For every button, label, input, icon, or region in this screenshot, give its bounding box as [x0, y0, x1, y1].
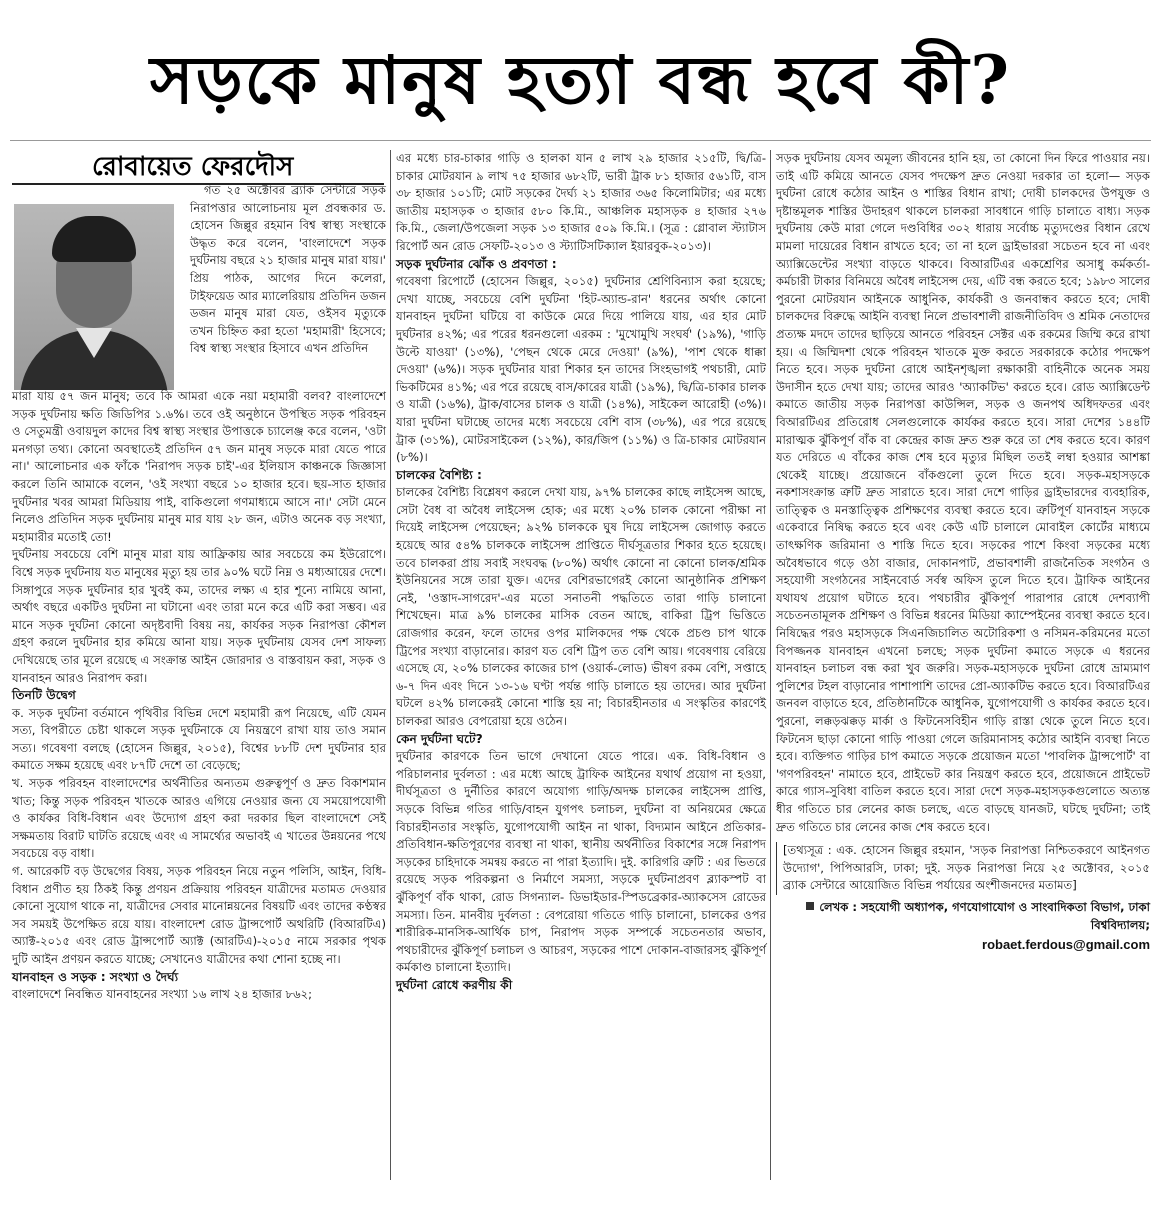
- paragraph: চালকের বৈশিষ্ট্য বিশ্লেষণ করলে দেখা যায়, ৯৭% চালকের কাছে লাইসেন্স আছে, সেটা বৈধ বা অবৈধ লাইসেন্স হোক; এর মধ্যে ২০% চালক কোনো পরীক্ষা না দিয়েই লাইসেন্স পেয়েছেন; ৯২% চালককে ঘুষ দিয়ে লাইসেন্স জোগাড় করতে হয়েছে আর ৫৪% চালককে লাইসেন্স প্রাপ্তিতে দীর্ঘসূত্রতার শিকার হতে হয়েছে। তবে চালকরা প্রায় সবাই সংঘবদ্ধ (৮০%) অর্থাৎ কোনো না কোনো চালক/শ্রমিক ইউনিয়নের সঙ্গে তারা যুক্ত। এদের বেশিরভাগেরই কোনো আনুষ্ঠানিক প্রশিক্ষণ নেই, 'ওস্তাদ-সাগরেদ'-এর মতো সনাতনী পদ্ধতিতে তারা গাড়ি চালানো শিখেছেন। মাত্র ৯% চালকের মাসিক বেতন আছে, বাকিরা ট্রিপ ভিত্তিতে রোজগার করেন, ফলে তাদের ওপর মালিকদের পক্ষ থেকে প্রচণ্ড চাপ থাকে ট্রিপের সংখ্যা বাড়ানোর। কারণ যত বেশি ট্রিপ তত বেশি আয়। গবেষণায় বেরিয়ে এসেছে যে, ২০% চালকের কাজের চাপ (ওয়ার্ক-লোড) ভীষণ রকম বেশি, সপ্তাহে ৬-৭ দিন এবং দিনে ১৩-১৬ ঘণ্টা পর্যন্ত গাড়ি চালাতে হয় তাদের। আর দুর্ঘটনা ঘটলে ৪২% চালকেরই কোনো শাস্তি হয় না; বিচারহীনতার এ সংস্কৃতির কারণেই চালকরা আরও বেপরোয়া হয়ে ওঠেন।: [396, 485, 766, 728]
- article-column-2: [396, 150, 766, 995]
- paragraph: বাংলাদেশে নিবন্ধিত যানবাহনের সংখ্যা ১৬ লাখ ২৪ হাজার ৮৬২;: [12, 987, 313, 1002]
- paragraph: গবেষণা রিপোর্টে (হোসেন জিল্লুর, ২০১৫) দুর্ঘটনার শ্রেণিবিন্যাস করা হয়েছে; দেখা যাচ্ছে, সবচেয়ে বেশি দুর্ঘটনা 'হিট-অ্যান্ড-রান' ধরনের অর্থাৎ কোনো যানবাহন দুর্ঘটনা ঘটিয়ে বা কাউকে মেরে দিয়ে পালিয়ে যায়, এর হার মোট দুর্ঘটনার ৪২%; এর পরের ধরনগুলো এরকম : 'মুখোমুখি সংঘর্ষ' (১৯%), 'গাড়ি উল্টে যাওয়া' (১৩%), 'পেছন থেকে মেরে দেওয়া' (৯%), 'পাশ থেকে ধাক্কা দেওয়া' (৬%)। সড়ক দুর্ঘটনার যারা শিকার হন তাদের সিংহভাগই পথচারী, মোট ভিকটিমের ৪১%; এর পরে রয়েছে বাস/কারের যাত্রী (১৯%), দ্বি/ত্রি-চাকার চালক ও যাত্রী (১৬%), ট্রাক/বাসের চালক ও যাত্রী (১৪%), সাইকেল আরোহী (৩%)। যারা দুর্ঘটনা ঘটাচ্ছে তাদের মধ্যে সবচেয়ে বেশি বাস (৩৮%), এর পরে রয়েছে ট্রাক (৩১%), মোটরসাইকেল (১২%), কার/জিপ (১১%) ও ত্রি-চাকার মোটরযান (৮%)।: [396, 274, 766, 465]
- intro-paragraph: গত ২৫ অক্টোবর ব্র্যাক সেন্টারে সড়ক নিরাপত্তার আলোচনায় মূল প্রবন্ধকার ড. হোসেন জিল্লুর রহমান বিশ্ব স্বাস্থ্য সংস্থাকে উদ্ধৃত করে বলেন, 'বাংলাদেশে সড়ক দুর্ঘটনায় বছরে ২১ হাজার মানুষ মারা যায়।' প্রিয় পাঠক, আগের দিনে কলেরা, টাইফয়েড আর ম্যালেরিয়ায় প্রতিদিন ডজন ডজন মানুষ মারা যেত, ওইসব মৃত্যুকে তখন চিহ্নিত করা হতো 'মহামারী' হিসেবে; বিশ্ব স্বাস্থ্য সংস্থার হিসাবে এখন প্রতিদিন: [190, 183, 386, 356]
- bullet-square-icon: [806, 902, 814, 910]
- section-heading: কেন দুর্ঘটনা ঘটে?: [396, 731, 483, 746]
- column-divider-2: [770, 150, 771, 1180]
- paragraph: ক. সড়ক দুর্ঘটনা বর্তমানে পৃথিবীর বিভিন্ন দেশে মহামারী রূপ নিয়েছে, এটি যেমন সত্য, বিপরীতে চেষ্টা থাকলে সড়ক দুর্ঘটনাকে যে নিয়ন্ত্রণে রাখা যায় তাও সমান সত্য। গবেষণা বলছে (হোসেন জিল্লুর, ২০১৫), বিশ্বের ৮৮টি দেশ দুর্ঘটনার হার কমাতে সক্ষম হয়েছে এবং ৮৭টি দেশে তা বেড়েছে;: [12, 705, 386, 773]
- author-credit-text: লেখক : সহযোগী অধ্যাপক, গণযোগাযোগ ও সাংবাদিকতা বিভাগ, ঢাকা বিশ্ববিদ্যালয়;: [819, 899, 1150, 932]
- paragraph: সড়ক দুর্ঘটনায় যেসব অমূল্য জীবনের হানি হয়, তা কোনো দিন ফিরে পাওয়ার নয়। তাই এটি কমিয়ে আনতে যেসব পদক্ষেপ দ্রুত নেওয়া দরকার তা হলো— সড়ক দুর্ঘটনা রোধে কঠোর আইন ও শাস্তির বিধান রাখা; দোষী চালকদের উপযুক্ত ও দৃষ্টান্তমূলক শাস্তির উদাহরণ থাকলে চালকরা সাবধানে গাড়ি চালাতে বাধ্য। সড়ক দুর্ঘটনায় কেউ মারা গেলে দণ্ডবিধির ৩০২ ধারায় সর্বোচ্চ মৃত্যুদণ্ডের বিধান রেখে মামলা দায়েরের বিধান রাখতে হবে; তা না হলে ড্রাইভাররা সচেতন হবে না এবং অ্যাক্সিডেন্টের সংখ্যা বাড়তে থাকবে। বিআরটিএর একশ্রেণির অসাধু কর্মকর্তা-কর্মচারী টাকার বিনিময়ে অবৈধ লাইসেন্স দেয়, এটি বন্ধ করতে হবে; ১৯৮৩ সালের পুরনো মোটরযান আইনকে আধুনিক, কার্যকরী ও জনবান্ধব করতে হবে; দোষী চালকদের বিরুদ্ধে আইনি ব্যবস্থা নিলে প্রভাবশালী রাজনীতিবিদ ও শ্রমিক নেতাদের প্রত্যক্ষ মদদে তাদের ছাড়িয়ে আনতে পরিবহন সেক্টর এক রকমের জিম্মি করে রাখা হয়। এ জিম্মিদশা থেকে পরিবহন খাতকে মুক্ত করতে সরকারকে কঠোর পদক্ষেপ নিতে হবে। সড়ক দুর্ঘটনা রোধে আইনশৃঙ্খলা রক্ষাকারী বাহিনীকে অনেক সময় উদাসীন হতে দেখা যায়; তাদের আরও 'অ্যাকটিভ' করতে হবে। রোড অ্যাক্সিডেন্ট কমাতে জাতীয় সড়ক নিরাপত্তা কাউন্সিল, সড়ক ও জনপথ অধিদফতর এবং বিআরটিএর প্রতিরোধ সেলগুলোকে কার্যকর করতে হবে। সারা দেশের ১৪৪টি মারাত্মক ঝুঁকিপূর্ণ বাঁক বা কেন্দ্রের কাজ দ্রুত শুরু করে তা শেষ করতে হবে। কারণ যত দেরিতে এ বাঁকের কাজ শেষ হবে মৃত্যুর মিছিল ততই লম্বা হওয়ার আশঙ্কা থেকেই যাচ্ছে। প্রয়োজনে বাঁকগুলো তুলে দিতে হবে। সড়ক-মহাসড়কে নকশাসংক্রান্ত ত্রুটি দ্রুত সারাতে হবে। সারা দেশে গাড়ির ড্রাইভারদের ব্যবহারিক, তাত্ত্বিক ও মনস্তাত্ত্বিক প্রশিক্ষণের ব্যবস্থা করতে হবে। ত্রুটিপূর্ণ যানবাহন সড়কে একেবারে নিষিদ্ধ করতে হবে এবং কেউ এটি চালালে মোবাইল কোর্টের মাধ্যমে তাৎক্ষণিক জরিমানা ও শাস্তি দিতে হবে। সড়কের পাশে কিংবা সড়কের মধ্যে অবৈধভাবে গড়ে ওঠা বাজার, দোকানপাট, প্রভাবশালী রাজনৈতিক সংগঠন ও সহযোগী সংগঠনের সাইনবোর্ড সর্বস্ব অফিস তুলে দিতে হবে। ট্রাফিক আইনের যথাযথ প্রয়োগ ঘটাতে হবে। পথচারীর ঝুঁকিপূর্ণ পারাপার রোধে দেশব্যাপী সচেতনতামূলক প্রশিক্ষণ ও বিভিন্ন ধরনের মিডিয়া ক্যাম্পেইনের ব্যবস্থা করতে হবে। নিষিদ্ধের পরও মহাসড়কে সিএনজিচালিত অটোরিকশা ও নসিমন-করিমনের মতো বিপজ্জনক যানবাহন এখনো চলছে; সড়ক দুর্ঘটনা কমাতে সড়কে এ ধরনের যানবাহন চলাচল বন্ধ করা খুব জরুরি। সড়ক-মহাসড়কে দুর্ঘটনা রোধে ভ্রাম্যমাণ পুলিশের টহল বাড়ানোর পাশাপাশি তাদের প্রো-অ্যাকটিভ করতে হবে। বিআরটিএর জনবল বাড়াতে হবে, প্রতিষ্ঠানটিকে আধুনিক, যুগোপযোগী ও কার্যকর করতে হবে। পুরনো, লক্কড়ঝক্কড় মার্কা ও ফিটনেসবিহীন গাড়ি রাস্তা থেকে তুলে নিতে হবে। ফিটনেস ছাড়া কোনো গাড়ি পাওয়া গেলে জরিমানাসহ কঠোর আইনি ব্যবস্থা নিতে হবে। ব্যক্তিগত গাড়ির চাপ কমাতে সড়কে প্রয়োজন মতো 'পাবলিক ট্রান্সপোর্ট' বা 'গণপরিবহন' নামাতে হবে, প্রাইভেট কার নিয়ন্ত্রণ করতে হবে, প্রয়োজনে প্রাইভেট কারে গ্যাস-সুবিধা বাতিল করতে হবে। সারা দেশে সড়ক-মহাসড়কগুলোতে অত্যন্ত ধীর গতিতে চার লেনের কাজ চলছে, এতে বাড়ছে যানজট, ঘটছে দুর্ঘটনা; তাই দ্রুত গতিতে চার লেনের কাজ শেষ করতে হবে।: [776, 151, 1150, 834]
- paragraph: এর মধ্যে চার-চাকার গাড়ি ও হালকা যান ৫ লাখ ২৯ হাজার ২১৫টি, দ্বি/ত্রি-চাকার মোটরযান ৯ লাখ ৭৫ হাজার ৬৮২টি, ভারী ট্রাক ৮১ হাজার ৫৬১টি, বাস ৩৮ হাজার ১০১টি; মোট সড়কের দৈর্ঘ্য ২১ হাজার ৩৬৫ কিলোমিটার; এর মধ্যে জাতীয় মহাসড়ক ৩ হাজার ৫৮০ কি.মি., আঞ্চলিক মহাসড়ক ৪ হাজার ২৭৬ কি.মি., জেলা/উপজেলা সড়ক ১৩ হাজার ৫০৯ কি.মি.। (সূত্র : গ্লোবাল স্ট্যাটাস রিপোর্ট অন রোড সেফটি-২০১৩ ও স্ট্যাটিসটিক্যাল ইয়ারবুক-২০১৩)।: [396, 151, 767, 253]
- headline: সড়কে মানুষ হত্যা বন্ধ হবে কী?: [150, 41, 1011, 119]
- paragraph: দুর্ঘটনার কারণকে তিন ভাগে দেখানো যেতে পারে। এক. বিধি-বিধান ও পরিচালনার দুর্বলতা : এর মধ্যে আছে ট্রাফিক আইনের যথার্থ প্রয়োগ না হওয়া, দীর্ঘসূত্রতা ও দুর্নীতির কারণে অযোগ্য গাড়ি/অদক্ষ চালকের লাইসেন্স প্রাপ্তি, সড়কে বিভিন্ন গতির গাড়ি/বাহন যুগপৎ চলাচল, দুর্ঘটনা বা অনিয়মের ক্ষেত্রে বিচারহীনতার সংস্কৃতি, যুগোপযোগী আইন না থাকা, বিদ্যমান আইনে প্রতিকার-প্রতিবিধান-ক্ষতিপূরণের ব্যবস্থা না থাকা, স্থানীয় অর্থনীতির বিকাশের সঙ্গে নিরাপদ সড়কের চাহিদাকে সমন্বয় করতে না পারা ইত্যাদি। দুই. কারিগরি ত্রুটি : এর ভিতরে রয়েছে সড়ক পরিকল্পনা ও নির্মাণে সমস্যা, সড়কে দুর্ঘটনাপ্রবণ ব্ল্যাকস্পট বা ঝুঁকিপূর্ণ বাঁক থাকা, রোড সিগন্যাল- ডিভাইডার-স্পিডব্রেকার-অ্যাকসেস রোডের সমস্যা। তিন. মানবীয় দুর্বলতা : বেপরোয়া গতিতে গাড়ি চালানো, চালকের ওপর শারীরিক-মানসিক-আর্থিক চাপ, নিরাপদ সড়ক সম্পর্কে সচেতনতার অভাব, পথচারীদের ঝুঁকিপূর্ণ চলাচল ও আচরণ, সড়কের পাশে দোকান-বাজারসহ ঝুঁকিপূর্ণ কর্মকাণ্ড চালানো ইত্যাদি।: [396, 749, 766, 975]
- author-credit: [776, 899, 1150, 934]
- article-column-3: [776, 150, 1150, 954]
- intro-column: [190, 182, 386, 358]
- paragraph: দুর্ঘটনায় সবচেয়ে বেশি মানুষ মারা যায় আফ্রিকায় আর সবচেয়ে কম ইউরোপে। বিশ্বে সড়ক দুর্ঘটনায় যত মানুষের মৃত্যু হয় তার ৯০% ঘটে নিম্ন ও মধ্যআয়ের দেশে। সিঙ্গাপুরে সড়ক দুর্ঘটনার হার খুবই কম, তাদের লক্ষ্য এ হার শূন্যে নামিয়ে আনা, অর্থাৎ বছরে একটিও দুর্ঘটনা না ঘটানো এবং তারা মনে করে এটি করা সম্ভব। এর মানে সড়ক দুর্ঘটনা কোনো অদৃষ্টবাদী বিষয় নয়, কার্যকর সড়ক নিরাপত্তা কৌশল গ্রহণ করলে দুর্ঘটনার হার কমিয়ে আনা যায়। সড়ক দুর্ঘটনায় যেসব দেশ সাফল্য দেখিয়েছে তার মূলে রয়েছে এ সংক্রান্ত আইন জোরদার ও বাস্তবায়ন করা, সড়ক ও যানবাহন আরও নিরাপদ করা।: [12, 547, 386, 685]
- column-divider-1: [390, 150, 391, 1180]
- section-heading: সড়ক দুর্ঘটনার ঝোঁক ও প্রবণতা :: [396, 256, 557, 271]
- author-photo: [14, 204, 174, 390]
- source-note: [তথ্যসূত্র : এক. হোসেন জিল্লুর রহমান, 'সড়ক নিরাপত্তা নিশ্চিতকরণে আইনগত উদ্যোগ', পিপিআরসি, ঢাকা; দুই. সড়ক নিরাপত্তা নিয়ে ২৫ অক্টোবর, ২০১৫ ব্র্যাক সেন্টারে আয়োজিত বিভিন্ন পর্যায়ের অংশীজনদের মতামত]: [776, 842, 1150, 895]
- section-heading: চালকের বৈশিষ্ট্য :: [396, 467, 482, 482]
- top-rule: [10, 140, 1151, 141]
- section-heading: তিনটি উদ্বেগ: [12, 688, 76, 703]
- section-heading: দুর্ঘটনা রোধে করণীয় কী: [396, 977, 513, 992]
- article-column-1: [12, 388, 386, 1004]
- section-heading: যানবাহন ও সড়ক : সংখ্যা ও দৈর্ঘ্য: [12, 969, 179, 984]
- author-email: robaet.ferdous@gmail.com: [982, 937, 1150, 953]
- paragraph: খ. সড়ক পরিবহন বাংলাদেশের অর্থনীতির অন্যতম গুরুত্বপূর্ণ ও দ্রুত বিকাশমান খাত; কিন্তু সড়ক পরিবহন খাতকে আরও এগিয়ে নেওয়ার জন্য যে সময়োপযোগী ও কার্যকর বিধি-বিধান এবং উদ্যোগ গ্রহণ করা দরকার ছিল বাংলাদেশে সেই সক্ষমতায় বিরাট ঘাটতি রয়েছে এবং এ সামর্থ্যের অভাবই এ খাতের উন্নয়নের পথে সবচেয়ে বড় বাধা।: [12, 776, 386, 861]
- paragraph: মারা যায় ৫৭ জন মানুষ; তবে কি আমরা একে নয়া মহামারী বলব? বাংলাদেশে সড়ক দুর্ঘটনায় ক্ষতি জিডিপির ১.৬%। তবে ওই অনুষ্ঠানে উপস্থিত সড়ক পরিবহন ও সেতুমন্ত্রী ওবায়দুল কাদের বিশ্ব স্বাস্থ্য সংস্থার উপাত্তকে চ্যালেঞ্জ করে বলেন, 'ওটা মনগড়া তথ্য। কোনো অবস্থাতেই প্রতিদিন ৫৭ জন মানুষ সড়কে মারা যেতে পারে না।' আলোচনার এক ফাঁকে 'নিরাপদ সড়ক চাই'-এর ইলিয়াস কাঞ্চনকে জিজ্ঞাসা করলে তিনি আমাকে বলেন, 'ওই সংখ্যা বছরে ১০ হাজার হবে। ছয়-সাত হাজার দুর্ঘটনার খবর আমরা মিডিয়ায় পাই, বাকিগুলো গণমাধ্যমে আসে না।' সেটা মেনে নিলেও প্রতিদিন সড়ক দুর্ঘটনায় মানুষ মার যায় ২৮ জন, এটাও অনেক বড় সংখ্যা, মহামারীর মতোই তো!: [12, 389, 386, 544]
- byline: রোবায়েত ফেরদৌস: [92, 152, 294, 182]
- paragraph: গ. আরেকটি বড় উদ্বেগের বিষয়, সড়ক পরিবহন নিয়ে নতুন পলিসি, আইন, বিধি-বিধান প্রণীত হয় ঠিকই কিন্তু প্রণয়ন প্রক্রিয়ায় পরিবহন যাত্রীদের মতামত দেওয়ার কোনো সুযোগ থাকে না, যাত্রীদের সেবার মানোন্নয়নের বিষয়টি এবং তাদের কণ্ঠস্বর সব সময়ই উপেক্ষিত রয়ে যায়। বাংলাদেশ রোড ট্রান্সপোর্ট অথরিটি (বিআরটিএ) অ্যাক্ট-২০১৫ এবং রোড ট্রান্সপোর্ট অ্যাক্ট (আরটিএ)-২০১৫ নামে সরকার পৃথক দুটি আইন প্রণয়ন করতে যাচ্ছে; সেখানেও যাত্রীদের কথা শোনা হচ্ছে না।: [12, 864, 386, 966]
